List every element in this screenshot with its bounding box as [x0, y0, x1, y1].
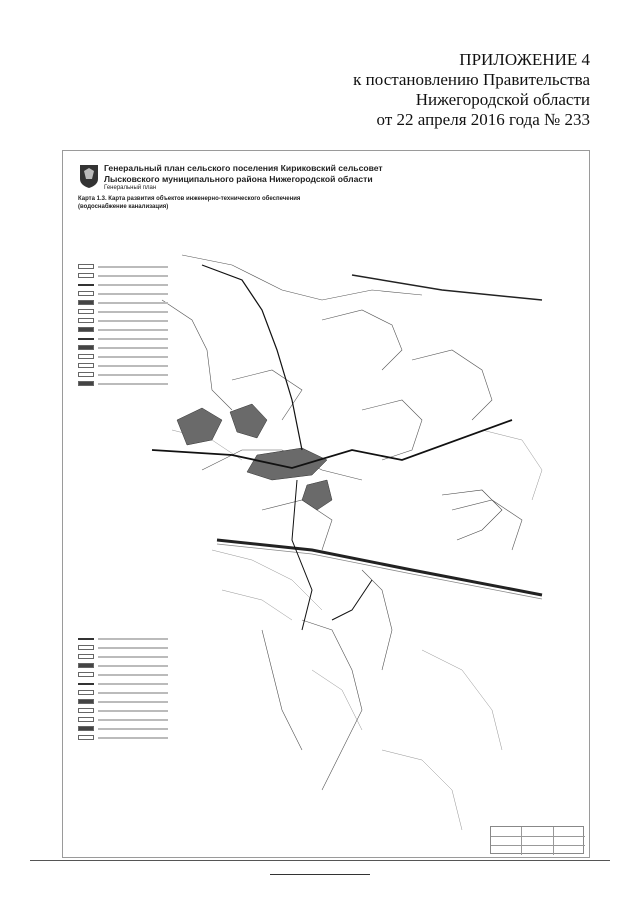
legend-symbol [78, 338, 94, 340]
appendix-date: от 22 апреля 2016 года № 233 [376, 110, 590, 129]
legend-row [78, 634, 168, 643]
legend-symbol [78, 318, 94, 323]
legend-row [78, 289, 168, 298]
legend-symbol [78, 663, 94, 668]
map-subtitle: Генеральный план [104, 185, 157, 191]
legend-symbol [78, 273, 94, 278]
legend-row [78, 262, 168, 271]
legend-row [78, 334, 168, 343]
legend-text [98, 374, 168, 376]
legend-row [78, 688, 168, 697]
legend-row [78, 643, 168, 652]
legend-symbol [78, 300, 94, 305]
legend-text [98, 311, 168, 313]
legend-text [98, 293, 168, 295]
legend-symbol [78, 672, 94, 677]
legend-symbol [78, 327, 94, 332]
legend-symbol [78, 345, 94, 350]
legend-row [78, 679, 168, 688]
legend-symbol [78, 363, 94, 368]
legend-text [98, 266, 168, 268]
legend-row [78, 343, 168, 352]
legend-row [78, 733, 168, 742]
legend-row [78, 724, 168, 733]
title-block [490, 826, 584, 854]
legend-text [98, 728, 168, 730]
legend-text [98, 329, 168, 331]
legend-symbol [78, 690, 94, 695]
emblem-icon [78, 163, 100, 189]
appendix-line: Нижегородской области [415, 90, 590, 109]
legend-symbol [78, 699, 94, 704]
appendix-block [270, 50, 590, 130]
page-bottom-rule [30, 860, 610, 861]
legend-text [98, 275, 168, 277]
appendix-line: к постановлению Правительства [353, 70, 590, 89]
legend-row [78, 352, 168, 361]
legend-row [78, 715, 168, 724]
legend-row [78, 706, 168, 715]
page-footer-line [270, 874, 370, 875]
map-title-line2: Лысковского муниципального района Нижегородской области [104, 174, 373, 184]
title-block-rule [521, 827, 522, 855]
title-block-rule [491, 845, 585, 846]
legend-symbol [78, 645, 94, 650]
legend-row [78, 271, 168, 280]
legend-text [98, 638, 168, 640]
legend-symbol [78, 372, 94, 377]
legend-upper [78, 262, 168, 388]
legend-text [98, 302, 168, 304]
legend-symbol [78, 735, 94, 740]
legend-row [78, 370, 168, 379]
legend-row [78, 280, 168, 289]
legend-row [78, 298, 168, 307]
legend-text [98, 683, 168, 685]
legend-text [98, 719, 168, 721]
legend-text [98, 284, 168, 286]
legend-text [98, 320, 168, 322]
legend-lower [78, 634, 168, 742]
legend-text [98, 347, 168, 349]
legend-symbol [78, 264, 94, 269]
legend-row [78, 379, 168, 388]
map-title-line1: Генеральный план сельского поселения Кириковский сельсовет [104, 163, 383, 173]
legend-text [98, 710, 168, 712]
legend-text [98, 338, 168, 340]
appendix-title: ПРИЛОЖЕНИЕ 4 [459, 50, 590, 69]
legend-symbol [78, 309, 94, 314]
legend-row [78, 697, 168, 706]
legend-symbol [78, 726, 94, 731]
map-drawing [62, 150, 590, 858]
title-block-rule [491, 836, 585, 837]
legend-row [78, 670, 168, 679]
legend-symbol [78, 654, 94, 659]
legend-symbol [78, 708, 94, 713]
title-block-rule [553, 827, 554, 855]
legend-row [78, 325, 168, 334]
legend-text [98, 737, 168, 739]
legend-symbol [78, 638, 94, 640]
legend-text [98, 383, 168, 385]
legend-text [98, 674, 168, 676]
legend-text [98, 365, 168, 367]
legend-text [98, 656, 168, 658]
legend-text [98, 692, 168, 694]
legend-symbol [78, 354, 94, 359]
legend-text [98, 665, 168, 667]
legend-text [98, 356, 168, 358]
legend-row [78, 307, 168, 316]
legend-row [78, 652, 168, 661]
legend-symbol [78, 381, 94, 386]
legend-symbol [78, 284, 94, 286]
legend-row [78, 661, 168, 670]
legend-symbol [78, 683, 94, 685]
legend-row [78, 316, 168, 325]
legend-symbol [78, 291, 94, 296]
legend-text [98, 701, 168, 703]
map-name: Карта 1.3. Карта развития объектов инженерно-технического обеспечения (водоснабжение канализация) [78, 196, 301, 210]
legend-symbol [78, 717, 94, 722]
legend-text [98, 647, 168, 649]
legend-row [78, 361, 168, 370]
